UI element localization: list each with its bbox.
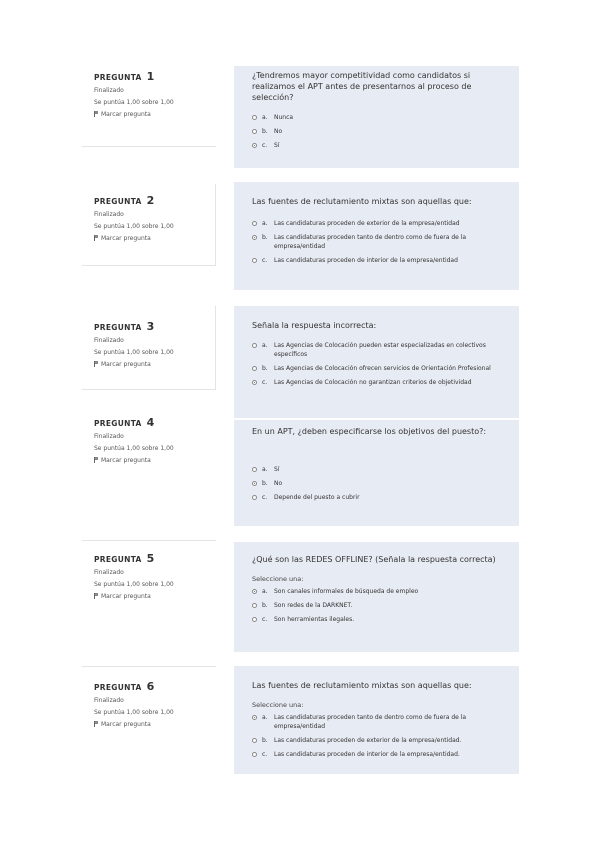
answer-option[interactable]: c. Son herramientas ilegales. (252, 615, 509, 624)
question-info (82, 66, 216, 146)
radio-button[interactable] (252, 143, 257, 148)
question-text: Las fuentes de reclutamiento mixtas son aquellas que: (252, 681, 472, 690)
question-content (234, 542, 519, 652)
question-score: Se puntúa 1,00 sobre 1,00 (94, 349, 174, 356)
answer-option[interactable]: b. Son redes de la DARKNET. (252, 601, 509, 610)
answer-option[interactable]: a. Son canales informales de búsqueda de empleo (252, 587, 509, 596)
answer-option[interactable]: c. Las candidaturas proceden de interior de la empresa/entidad (252, 256, 509, 265)
answer-option[interactable]: c. Las Agencias de Colocación no garantizan criterios de objetividad (252, 378, 509, 387)
question-number: PREGUNTA 3 (94, 320, 155, 333)
question-status: Finalizado (94, 211, 124, 218)
question-status: Finalizado (94, 337, 124, 344)
answer-option[interactable]: b. Las candidaturas proceden tanto de dentro como de fuera de la empresa/entidad (252, 233, 509, 251)
answer-list (252, 587, 509, 624)
radio-button[interactable] (252, 715, 257, 720)
question-info (82, 412, 216, 492)
answer-option[interactable]: a. Las candidaturas proceden tanto de dentro como de fuera de la empresa/entidad (252, 713, 509, 731)
divider (82, 666, 216, 667)
answer-list (252, 113, 509, 150)
answer-option[interactable]: b. No (252, 127, 509, 136)
question-status: Finalizado (94, 87, 124, 94)
answer-option[interactable]: c. Depende del puesto a cubrir (252, 493, 509, 502)
flag-icon (94, 457, 99, 463)
question-info (82, 306, 216, 390)
radio-button[interactable] (252, 366, 257, 371)
question-status: Finalizado (94, 697, 124, 704)
question-text: ¿Tendremos mayor competitividad como candidatos si realizamos el APT antes de presentarnos al proceso de selección? (252, 71, 472, 102)
question-text: Señala la respuesta incorrecta: (252, 321, 377, 330)
radio-button[interactable] (252, 221, 257, 226)
flag-icon (94, 235, 99, 241)
answer-list (252, 713, 509, 759)
question-info (82, 548, 216, 628)
question-score: Se puntúa 1,00 sobre 1,00 (94, 581, 174, 588)
question-status: Finalizado (94, 569, 124, 576)
question-text: Las fuentes de reclutamiento mixtas son aquellas que: (252, 197, 472, 206)
flag-icon (94, 111, 99, 117)
select-one-prompt: Seleccione una: (252, 701, 304, 709)
answer-option[interactable]: b. Las candidaturas proceden de exterior de la empresa/entidad. (252, 736, 509, 745)
question-content (234, 420, 519, 526)
question-number: PREGUNTA 1 (94, 70, 155, 83)
radio-button[interactable] (252, 752, 257, 757)
answer-list (252, 465, 509, 502)
flag-question-link[interactable]: Marcar pregunta (94, 111, 216, 118)
question-score: Se puntúa 1,00 sobre 1,00 (94, 445, 174, 452)
question-status: Finalizado (94, 433, 124, 440)
answer-list (252, 219, 509, 265)
flag-icon (94, 721, 99, 727)
divider (82, 540, 216, 541)
answer-option[interactable]: c. Sí (252, 141, 509, 150)
radio-button[interactable] (252, 235, 257, 240)
question-info (82, 184, 216, 266)
question-content (234, 182, 519, 290)
question-content (234, 306, 519, 418)
question-score: Se puntúa 1,00 sobre 1,00 (94, 223, 174, 230)
radio-button[interactable] (252, 343, 257, 348)
radio-button[interactable] (252, 115, 257, 120)
flag-question-link[interactable]: Marcar pregunta (94, 721, 216, 728)
flag-icon (94, 593, 99, 599)
radio-button[interactable] (252, 258, 257, 263)
flag-question-link[interactable]: Marcar pregunta (94, 593, 216, 600)
answer-option[interactable]: a. Las Agencias de Colocación pueden estar especializadas en colectivos específicos (252, 341, 509, 359)
flag-question-link[interactable]: Marcar pregunta (94, 235, 215, 242)
question-info (82, 676, 216, 756)
answer-option[interactable]: a. Sí (252, 465, 509, 474)
select-one-prompt: Seleccione una: (252, 575, 304, 583)
question-score: Se puntúa 1,00 sobre 1,00 (94, 99, 174, 106)
radio-button[interactable] (252, 467, 257, 472)
radio-button[interactable] (252, 380, 257, 385)
question-content (234, 666, 519, 774)
radio-button[interactable] (252, 129, 257, 134)
answer-option[interactable]: b. Las Agencias de Colocación ofrecen servicios de Orientación Profesional (252, 364, 509, 373)
divider (82, 146, 216, 147)
question-content (234, 66, 519, 168)
radio-button[interactable] (252, 738, 257, 743)
radio-button[interactable] (252, 589, 257, 594)
question-text: En un APT, ¿deben especificarse los objetivos del puesto?: (252, 427, 487, 436)
flag-question-link[interactable]: Marcar pregunta (94, 457, 216, 464)
flag-question-link[interactable]: Marcar pregunta (94, 361, 215, 368)
radio-button[interactable] (252, 495, 257, 500)
answer-option[interactable]: b. No (252, 479, 509, 488)
answer-option[interactable]: a. Nunca (252, 113, 509, 122)
question-number: PREGUNTA 2 (94, 194, 155, 207)
flag-icon (94, 361, 99, 367)
radio-button[interactable] (252, 603, 257, 608)
question-number: PREGUNTA 5 (94, 552, 155, 565)
question-number: PREGUNTA 4 (94, 416, 155, 429)
question-number: PREGUNTA 6 (94, 680, 155, 693)
answer-option[interactable]: c. Las candidaturas proceden de interior de la empresa/entidad. (252, 750, 509, 759)
answer-option[interactable]: a. Las candidaturas proceden de exterior de la empresa/entidad (252, 219, 509, 228)
radio-button[interactable] (252, 481, 257, 486)
radio-button[interactable] (252, 617, 257, 622)
question-text: ¿Qué son las REDES OFFLINE? (Señala la respuesta correcta) (252, 555, 496, 564)
question-score: Se puntúa 1,00 sobre 1,00 (94, 709, 174, 716)
answer-list (252, 341, 509, 387)
